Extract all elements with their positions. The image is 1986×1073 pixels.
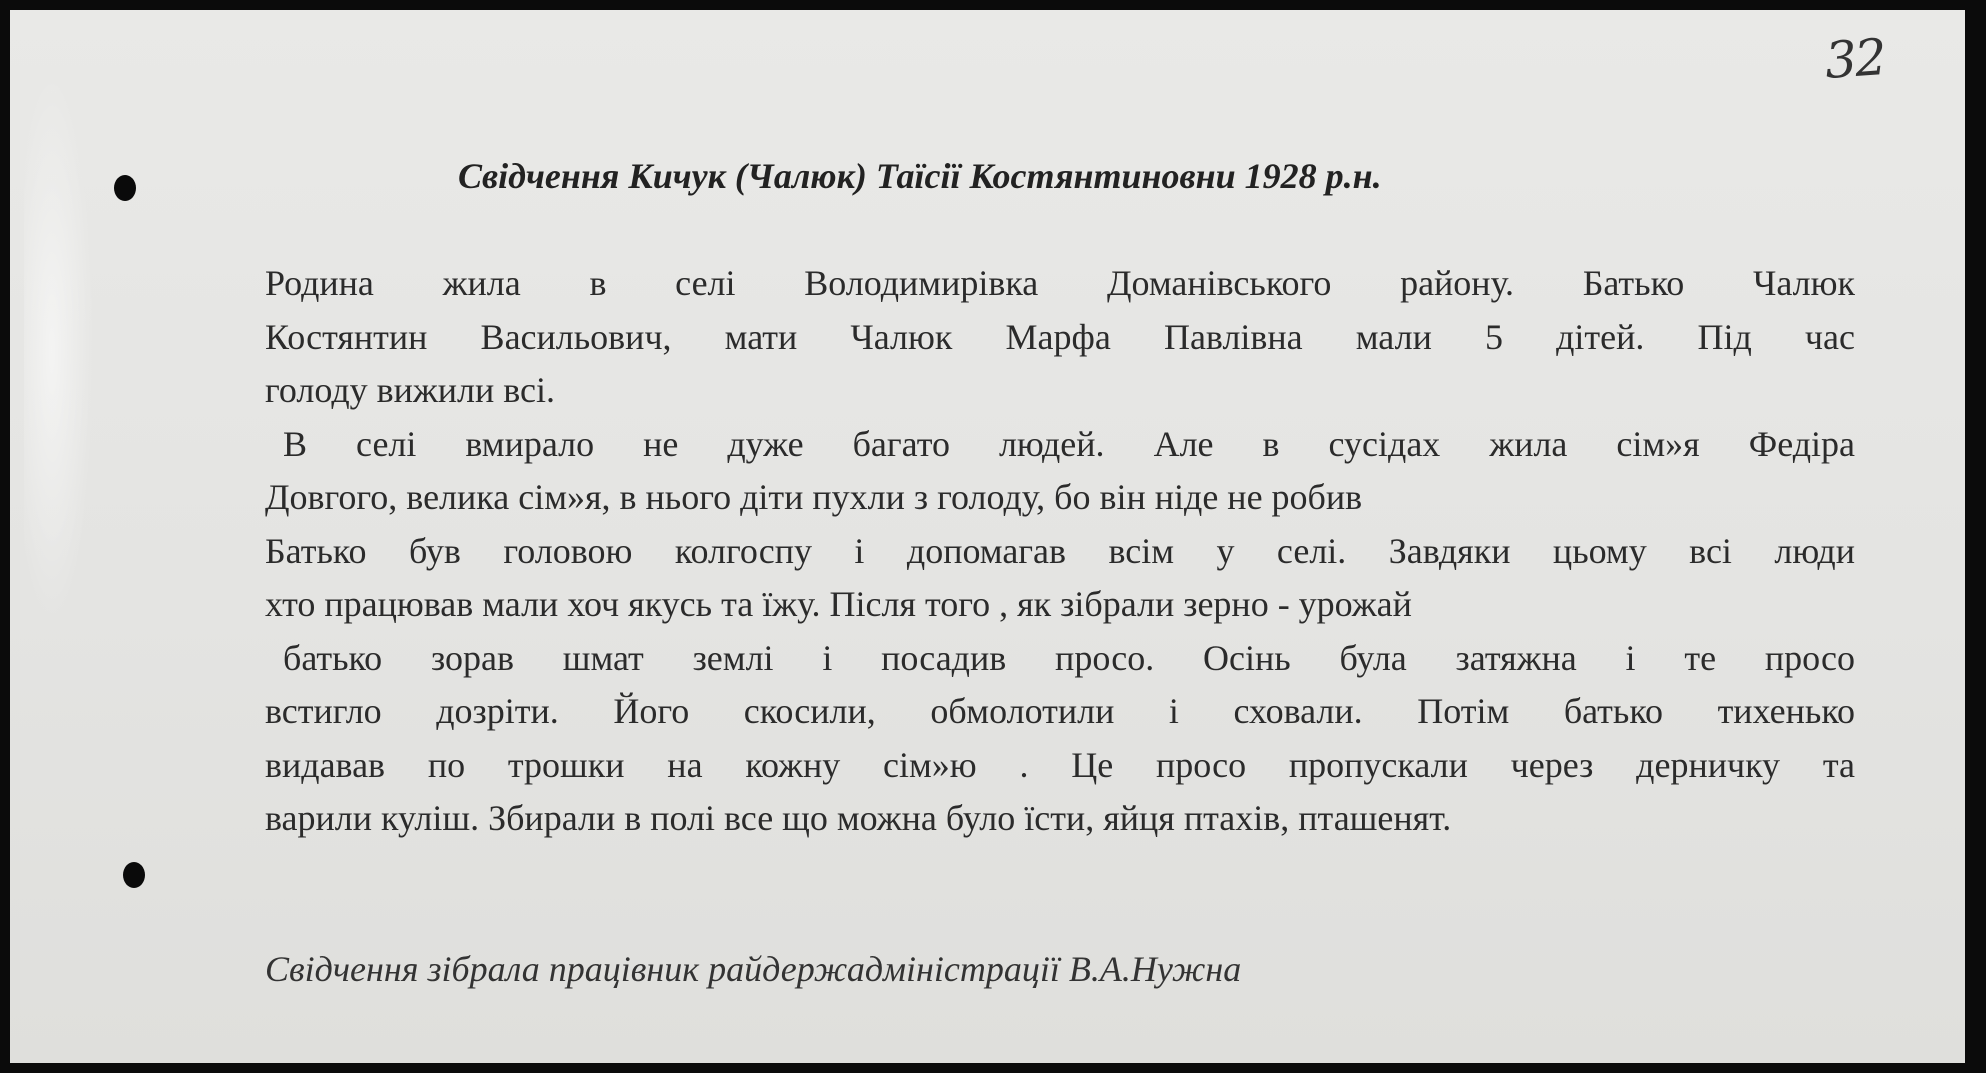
body-line: Батько був головою колгоспу і допомагав всім у селі. Завдяки цьому всі люди <box>265 530 1855 571</box>
body-line: видавав по трошки на кожну сім»ю . Це просо пропускали через дерничку та <box>265 744 1855 785</box>
punch-hole-bottom <box>123 862 145 888</box>
collector-signature-line: Свідчення зібрала працівник райдержадміністрації В.А.Нужна <box>265 949 1242 989</box>
punch-hole-top <box>114 175 136 201</box>
body-line: хто працював мали хоч якусь та їжу. Після того , як зібрали зерно - урожай <box>265 584 1412 624</box>
body-line: голоду вижили всі. <box>265 370 556 410</box>
document-title: Свідчення Кичук (Чалюк) Таїсії Костянтиновни 1928 р.н. <box>458 156 1382 196</box>
document-page <box>10 10 1965 1063</box>
handwritten-page-number: 32 <box>1823 27 1887 91</box>
body-line: Довгого, велика сім»я, в нього діти пухли з голоду, бо він ніде не робив <box>265 477 1363 517</box>
testimony-body <box>265 257 1855 846</box>
body-line: Костянтин Васильович, мати Чалюк Марфа Павлівна мали 5 дітей. Під час <box>265 316 1855 357</box>
body-line: встигло дозріти. Його скосили, обмолотили і сховали. Потім батько тихенько <box>265 691 1855 731</box>
body-line: В селі вмирало не дуже багато людей. Але в сусідах жила сім»я Федіра <box>283 423 1855 464</box>
body-line: Родина жила в селі Володимирівка Доманівського району. Батько Чалюк <box>265 263 1855 303</box>
body-line: варили куліш. Збирали в полі все що можна було їсти, яйця птахів, пташенят. <box>265 798 1452 838</box>
paper-stain <box>24 70 94 630</box>
body-line: батько зорав шмат землі і посадив просо. Осінь була затяжна і те просо <box>283 637 1855 678</box>
